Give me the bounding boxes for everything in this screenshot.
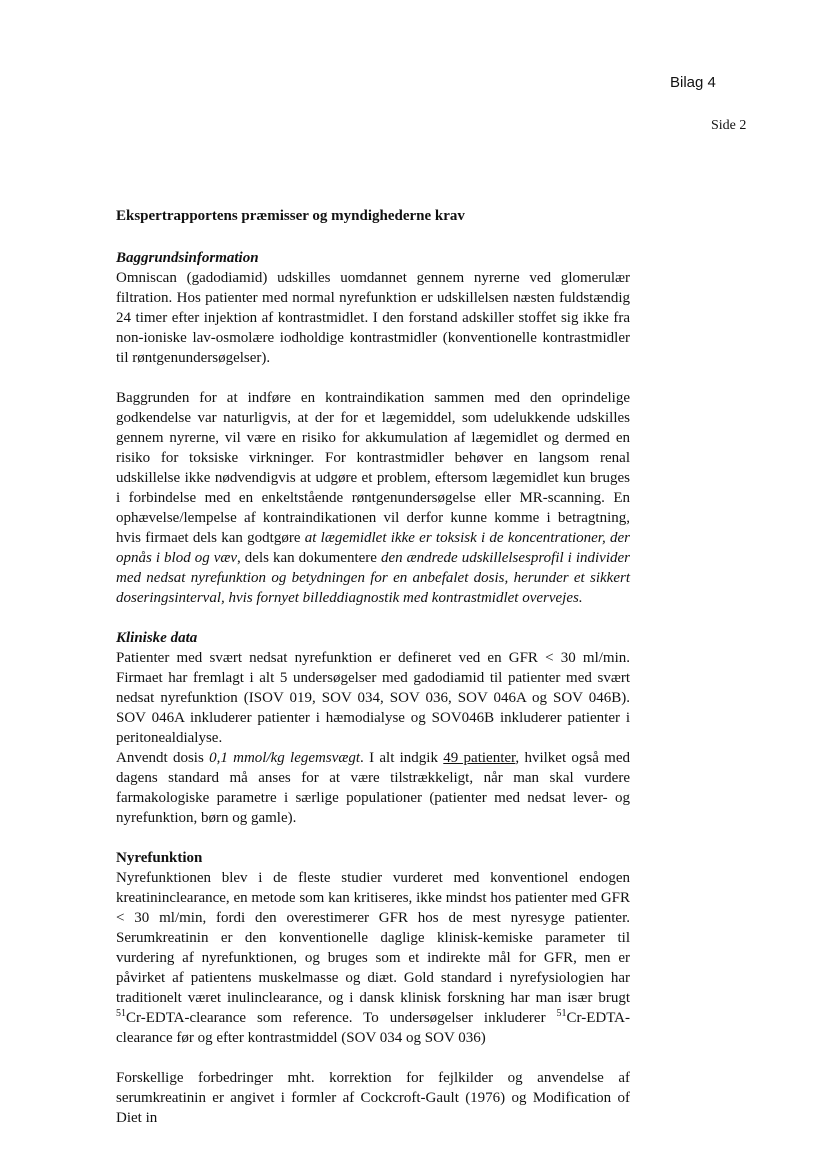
text-run: Baggrunden for at indføre en kontraindikation sammen med den oprindelige godkendelse var naturligvis, at der for et lægemiddel, som udelukkende udskilles gennem nyrerne, vil være en risiko for akkumulation af lægemidlet og dermed en risiko for toksiske virkninger. For kontrastmidler behøver en langsom renal udskillelse ikke nødvendigvis at udgøre et problem, eftersom lægemidlet kun bruges i forbindelse med en enkeltstående røntgenundersøgelse eller MR-scanning. En ophævelse/lempelse af kontraindikationen vil derfor kunne komme i betragtning, hvis firmaet dels kan godtgøre: [116, 390, 630, 546]
underlined-text: 49 patienter: [443, 750, 516, 766]
paragraph: Forskellige forbedringer mht. korrektion for fejlkilder og anvendelse af serumkreatinin er angivet i formler af Cockcroft-Gault (1976) og Modification of Diet in: [116, 1070, 630, 1126]
document-title: Ekspertrapportens præmisser og myndighederne krav: [116, 208, 465, 224]
document-body: [116, 206, 630, 1148]
page-number: Side 2: [711, 118, 747, 133]
paragraph: [116, 748, 630, 828]
italic-text: den ændrede udskillelsesprofil i individer med nedsat nyrefunktion og betydningen for en anbefalet dosis, herunder et sikkert doseringsinterval, hvis fornyet billeddiagnostik med kontrastmidlet overvejes.: [116, 550, 630, 606]
italic-text: at lægemidlet ikke er toksisk i de koncentrationer, der opnås i blod og væv: [116, 530, 630, 566]
text-run: Nyrefunktionen blev i de fleste studier vurderet med konventionel endogen kreatininclearance, en metode som kan kritiseres, ikke mindst hos patienter med GFR < 30 ml/min, fordi den overestimerer GFR hos de mest nyresyge patienter. Serumkreatinin er den konventionelle daglige klinisk-kemiske parameter til vurdering af nyrefunktionen, og bruges som et indirekte mål for GFR, men er påvirket af patientens muskelmasse og diæt. Gold standard i nyrefysiologien har traditionelt været inulinclearance, og i dansk klinisk forskning har man især brugt: [116, 870, 630, 1006]
section-nyre: [116, 848, 630, 1128]
section-heading-nyre: Nyrefunktion: [116, 850, 203, 866]
paragraph: Patienter med svært nedsat nyrefunktion er defineret ved en GFR < 30 ml/min. Firmaet har fremlagt i alt 5 undersøgelser med gadodiamid til patienter med svært nedsat nyrefunktion (ISOV 019, SOV 034, SOV 036, SOV 046A og SOV 046B). SOV 046A inkluderer patienter i hæmodialyse og SOV046B inkluderer patienter i peritonealdialyse.: [116, 650, 630, 746]
paragraph: [116, 388, 630, 608]
text-run: Cr-EDTA-clearance som reference. To undersøgelser inkluderer: [126, 1010, 557, 1026]
section-baggrund: [116, 248, 630, 608]
section-kliniske: [116, 628, 630, 828]
italic-text: 0,1 mmol/kg legemsvægt: [209, 750, 361, 766]
paragraph: [116, 868, 630, 1048]
attachment-label: Bilag 4: [670, 74, 716, 91]
paragraph: Omniscan (gadodiamid) udskilles uomdannet gennem nyrerne ved glomerulær filtration. Hos patienter med normal nyrefunktion er udskillelsen næsten fuldstændig 24 timer efter injektion af kontrastmidlet. I den forstand adskiller stoffet sig ikke fra non-ioniske lav-osmolære iodholdige kontrastmidler (konventionelle kontrastmidler til røntgenundersøgelser).: [116, 270, 630, 366]
section-heading-baggrund: Baggrundsinformation: [116, 250, 259, 266]
text-run: , hvilket også med dagens standard må anses for at være tilstrækkeligt, når man skal vurdere farmakologiske parametre i særlige populationer (patienter med nedsat lever- og nyrefunktion, børn og gamle).: [116, 750, 631, 826]
section-heading-kliniske: Kliniske data: [116, 630, 198, 646]
text-run: . I alt indgik: [360, 750, 444, 766]
superscript: 51: [556, 1008, 567, 1019]
text-run: , dels kan dokumentere: [237, 550, 381, 566]
text-run: Cr-EDTA-clearance før og efter kontrastmiddel (SOV 034 og SOV 036): [116, 1010, 630, 1046]
superscript: 51: [116, 1008, 126, 1019]
text-run: Anvendt dosis: [116, 750, 210, 766]
